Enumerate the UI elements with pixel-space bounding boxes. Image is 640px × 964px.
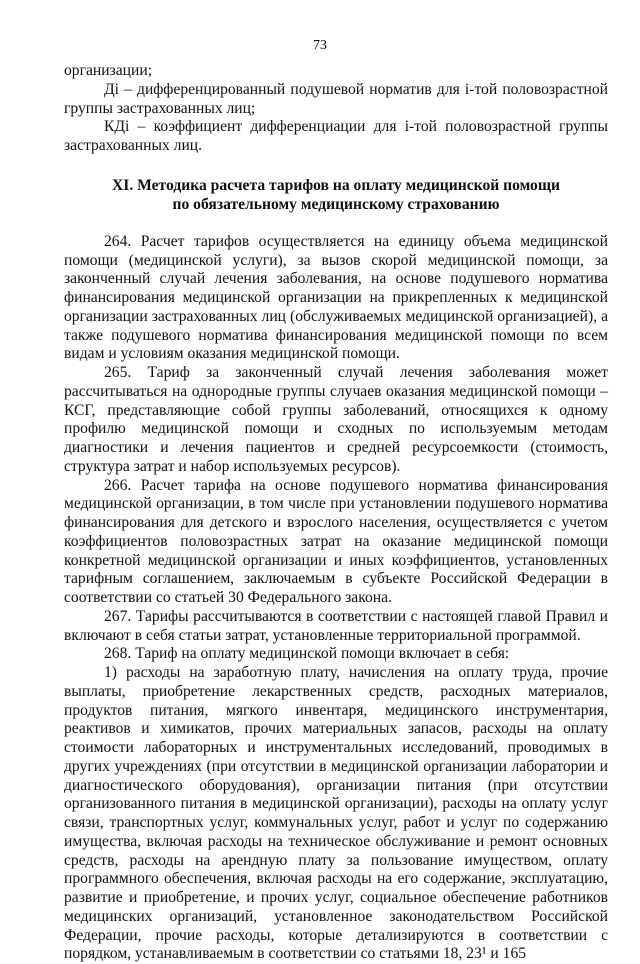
page-content: [64, 62, 608, 964]
page-number: 73: [313, 38, 327, 53]
paragraph-264: 264. Расчет тарифов осуществляется на единицу объема медицинской помощи (медицинской услуги), за вызов скорой медицинской помощи, за законченный случай лечения заболевания, на основе подушевого норматива финансирования медицинской организации на прикрепленных к медицинской организации застрахованных лиц (обслуживаемых медицинской организацией), а также подушевого норматива финансирования медицинской помощи по всем видам и условиям оказания медицинской помощи.: [64, 232, 608, 363]
definition-kdi: КДi – коэффициент дифференциации для i-той половозрастной группы застрахованных лиц.: [64, 118, 608, 154]
section-heading: [64, 156, 608, 233]
text-line-organizations: организации;: [64, 62, 153, 79]
definition-di: Дi – дифференцированный подушевой норматив для i-той половозрастной группы застрахованных лиц;: [64, 80, 608, 117]
paragraph-267: 267. Тарифы рассчитываются в соответствии с настоящей главой Правил и включают в себя статьи затрат, установленные территориальной программой.: [64, 607, 608, 644]
section-title-line-1: XI. Методика расчета тарифов на оплату медицинской помощи: [112, 176, 560, 194]
paragraph-268: 268. Тариф на оплату медицинской помощи включает в себя:: [104, 645, 510, 663]
section-title-line-2: по обязательному медицинскому страхованию: [172, 195, 500, 213]
paragraph-265: 265. Тариф за законченный случай лечения заболевания может рассчитываться на однородные группы случаев оказания медицинской помощи – КСГ, представляющие собой группы заболеваний, относящихся к одному профилю медицинской помощи и сходных по используемым методам диагностики и лечения пациентов и средней ресурсоемкости (стоимость, структура затрат и набор используемых ресурсов).: [64, 364, 608, 475]
paragraph-268-item-1: 1) расходы на заработную плату, начисления на оплату труда, прочие выплаты, приобретение лекарственных средств, расходных материалов, продуктов питания, мягкого инвентаря, медицинского инструментария, реактивов и химикатов, прочих материальных запасов, расходы на оплату стоимости лабораторных и инструментальных исследований, проводимых в других учреждениях (при отсутствии в медицинской организации лаборатории и диагностического оборудования), организации питания (при отсутствии организованного питания в медицинской организации), расходы на оплату услуг связи, транспортных услуг, коммунальных услуг, работ и услуг по содержанию имущества, включая расходы на техническое обслуживание и ремонт основных средств, расходы на арендную плату за пользование имуществом, оплату программного обеспечения, включая расходы на его содержание, эксплуатацию, развитие и приобретение, и прочих услуг, социальное обеспечение работников медицинских организаций, установленное законодательством Российской Федерации, прочие расходы, которые детализируются в соответствии с порядком, устанавливаемым в соответствии со статьями 18, 23¹ и 165: [64, 664, 608, 963]
paragraph-266: 266. Расчет тарифа на основе подушевого норматива финансирования медицинской организации, в том числе при установлении подушевого норматива финансирования для детского и взрослого населения, осуществляется с учетом коэффициентов половозрастных затрат на оказание медицинской помощи конкретной медицинской организации и иных коэффициентов, установленных тарифным соглашением, заключаемым в субъекте Российской Федерации в соответствии со статьей 30 Федерального закона.: [64, 476, 608, 606]
